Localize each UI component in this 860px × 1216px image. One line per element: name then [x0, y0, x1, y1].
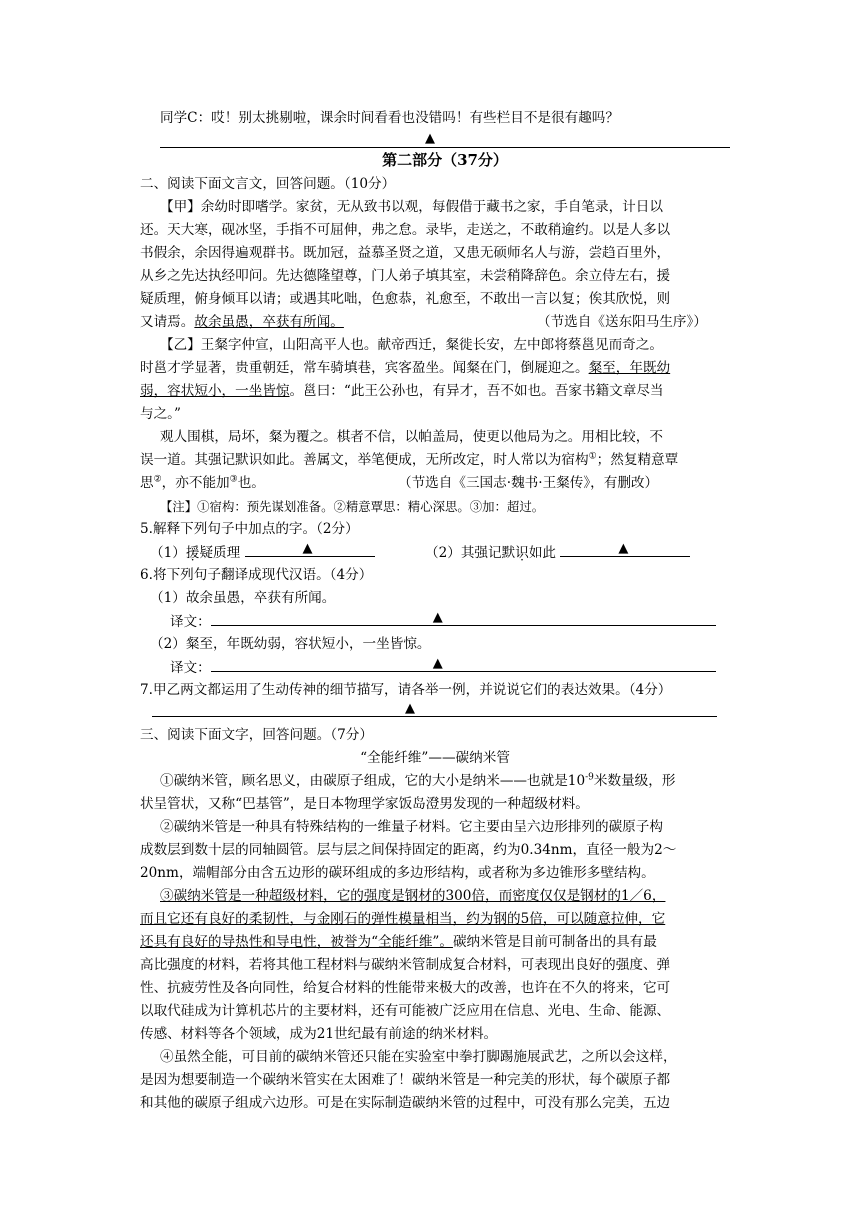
- q5-item-2-prefix: （2）其强记默: [425, 545, 516, 561]
- question-5-item-2: [425, 542, 690, 563]
- section-two-heading: 二、阅读下面文言文，回答问题。（10分）: [140, 176, 396, 192]
- q6-sentence-1: （1）故余虽愚，卒获有所闻。: [150, 590, 336, 606]
- p4-line-3: 和其他的碳原子组成六边形。可是在实际制造碳纳米管的过程中，可没有那么完美，五边: [140, 1095, 671, 1111]
- p3-line-3: [140, 932, 657, 952]
- p1-line-1-b: 米数量级，形: [593, 773, 676, 789]
- jia-line-3: 书假余，余因得遍观群书。既加冠，益慕圣贤之道，又患无硕师名人与游，尝趋百里外，: [140, 245, 671, 261]
- p3-underlined-2: 而且它还有良好的柔韧性，与金刚石的弹性模量相当，约为钢的5倍，可以随意拉伸，它: [140, 911, 666, 927]
- yi-line-6: [140, 450, 678, 470]
- yi-line-7-b: ，亦不能加: [161, 475, 230, 491]
- question-6-stem: 6.将下列句子翻译成现代汉语。（4分）: [140, 567, 373, 583]
- yi-line-1: 【乙】王粲字仲宣，山阳高平人也。献帝西迁，粲徙长安，左中郎将蔡邕见而奇之。: [160, 337, 663, 353]
- yi-line-6-text: 误一道。其强记默识如此。善属文，举笔便成，无所改定，时人常以为宿构: [140, 452, 589, 468]
- p2-line-2: 成数层到数十层的同轴圆管。层与层之间保持固定的距离，约为0.34nm，直径一般为2～: [140, 842, 677, 858]
- p1-line-1: [160, 771, 675, 791]
- question-5-stem: 5.解释下列句子中加点的字。（2分）: [140, 521, 359, 537]
- q5-item-2-suffix: 如此: [528, 545, 556, 561]
- p4-line-1: ④虽然全能，可目前的碳纳米管还只能在实验室中拳打脚踢施展武艺，之所以会这样，: [160, 1049, 677, 1065]
- jia-line-4: 从乡之先达执经叩问。先达德隆望尊，门人弟子填其室，未尝稍降辞色。余立侍左右，援: [140, 268, 671, 284]
- article-title: “全能纤维”——碳纳米管: [360, 750, 510, 766]
- yi-line-4: 与之。”: [140, 406, 181, 422]
- p3-line-3-tail: 碳纳米管是目前可制备出的具有最: [452, 934, 657, 950]
- jia-line-5: 疑质理，俯身倾耳以请；或遇其叱咄，色愈恭，礼愈至，不敢出一言以复；俟其欣悦，则: [140, 291, 671, 307]
- classmate-c-line: 同学C：哎！别太挑剔啦，课余时间看看也没错吗！有些栏目不是很有趣吗？: [160, 110, 619, 126]
- jia-line-6-text: 又请焉。: [140, 314, 195, 330]
- yi-line-7-c: 也。: [237, 475, 265, 491]
- q6-blank-2-marker: ▲: [432, 656, 443, 671]
- footnote-1: ①: [588, 451, 597, 462]
- jia-line-1: 【甲】余幼时即嗜学。家贫，无从致书以观，每假借于藏书之家，手自笔录，计日以: [160, 199, 663, 215]
- q6-blank-1-marker: ▲: [432, 610, 443, 625]
- q5-answer-blank-1[interactable]: [245, 542, 375, 557]
- p3-line-7: 传感、材料等各个领域，成为21世纪最有前途的纳米材料。: [140, 1026, 498, 1042]
- yi-underlined-start: 粲至，年既幼: [588, 360, 671, 376]
- q7-answer-blank[interactable]: [152, 702, 717, 717]
- p3-line-6: 以取代硅成为计算机芯片的主要材料，还有可能被广泛应用在信息、光电、生命、能源、: [140, 1003, 671, 1019]
- q5-dotted-char-1: 援: [185, 545, 200, 561]
- jia-line-6: [140, 312, 344, 332]
- q5-blank-2-marker: ▲: [618, 541, 629, 556]
- q5-item-1-prefix: （1）: [150, 545, 186, 561]
- yi-underlined-end: 弱，容状短小，一坐皆惊: [140, 383, 290, 399]
- p3-underlined-3: 还具有良好的导热性和导电性，被誉为“全能纤维”。: [140, 934, 453, 950]
- annotation-note: 【注】①宿构：预先谋划准备。②精意覃思：精心深思。③加：超过。: [160, 499, 545, 514]
- yi-line-2: [140, 358, 670, 378]
- part-two-title: 第二部分（37分）: [382, 151, 508, 169]
- p2-line-3: 20nm，端帽部分由含五边形的碳环组成的多边形结构，或者称为多边锥形多壁结构。: [140, 865, 655, 881]
- question-5-item-1: [150, 542, 375, 563]
- q6-translation-label-1: 译文：: [170, 614, 211, 630]
- yi-source: （节选自《三国志·魏书·王粲传》，有删改）: [398, 475, 659, 491]
- q5-dotted-char-2: 识: [515, 545, 529, 561]
- question-7-stem: 7.甲乙两文都运用了生动传神的细节描写，请各举一例，并说说它们的表达效果。（4分）: [140, 682, 672, 698]
- q6-answer-blank-1[interactable]: [211, 611, 716, 626]
- p1-line-2: 状呈管状，又称“巴基管”，是日本物理学家饭岛澄男发现的一种超级材料。: [140, 796, 589, 812]
- p3-line-4: 高比强度的材料，若将其他工程材料与碳纳米管制成复合材料，可表现出良好的强度、弹: [140, 957, 671, 973]
- q7-answer-line: [152, 702, 717, 723]
- yi-line-2-text: 时邕才学显著，贵重朝廷，常车骑填巷，宾客盈坐。闻粲在门，倒屣迎之。: [140, 360, 589, 376]
- q6-translation-2: [170, 657, 716, 678]
- divider-line: [160, 147, 730, 148]
- p4-line-2: 是因为想要制造一个碳纳米管实在太困难了！碳纳米管是一种完美的形状，每个碳原子都: [140, 1072, 671, 1088]
- footnote-2: ②: [153, 474, 162, 485]
- footnote-3: ③: [229, 474, 238, 485]
- jia-line-2: 还。天大寒，砚冰坚，手指不可屈伸，弗之怠。录毕，走送之，不敢稍逾约。以是人多以: [140, 222, 671, 238]
- q5-item-1-suffix: 疑质理: [199, 545, 241, 561]
- yi-line-3-text: 。邕曰：“此王公孙也，有异才，吾不如也。吾家书籍文章尽当: [289, 383, 664, 399]
- yi-line-7: [140, 473, 265, 493]
- p1-exponent: -9: [585, 772, 594, 783]
- jia-source: （节选自《送东阳马生序》）: [537, 314, 707, 330]
- p2-line-1: ②碳纳米管是一种具有特殊结构的一维量子材料。它主要由呈六边形排列的碳原子构: [160, 819, 663, 835]
- q7-blank-marker: ▲: [405, 701, 415, 716]
- jia-underlined-sentence: 故余虽愚，卒获有所闻。: [194, 314, 344, 330]
- yi-line-7-a: 思: [140, 475, 154, 491]
- q6-answer-blank-2[interactable]: [211, 657, 716, 672]
- p3-line-5: 性、抗疲劳性及各向同性，给复合材料的性能带来极大的改善，也许在不久的将来，它可: [140, 980, 671, 996]
- q5-blank-1-marker: ▲: [302, 541, 313, 556]
- q6-translation-label-2: 译文：: [170, 660, 211, 676]
- section-three-heading: 三、阅读下面文字，回答问题。（7分）: [140, 727, 373, 743]
- answer-marker: ▲: [425, 131, 435, 146]
- yi-line-5: 观人围棋，局坏，粲为覆之。棋者不信，以帕盖局，使更以他局为之。用相比较，不: [160, 429, 663, 445]
- q6-sentence-2: （2）粲至，年既幼弱，容状短小，一坐皆惊。: [150, 636, 431, 652]
- yi-line-6-tail: ；然复精意覃: [596, 452, 679, 468]
- p1-line-1-a: ①碳纳米管，顾名思义，由碳原子组成，它的大小是纳米——也就是10: [160, 773, 586, 789]
- q5-answer-blank-2[interactable]: [560, 542, 690, 557]
- q6-translation-1: [170, 611, 716, 632]
- yi-line-3: [140, 381, 664, 401]
- p3-underlined-1: ③碳纳米管是一种超级材料，它的强度是钢材的300倍，而密度仅仅是钢材的1／6，: [160, 888, 666, 904]
